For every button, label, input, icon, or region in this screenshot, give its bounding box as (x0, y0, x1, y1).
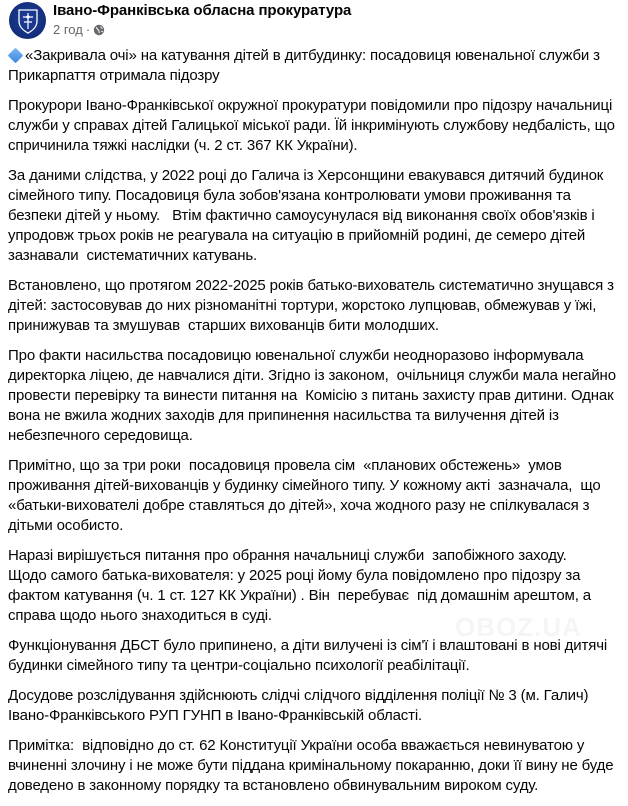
paragraph-3: Встановлено, що протягом 2022-2025 років батько-вихователь систематично знущався з дітей: застосовував до них різноманітні тортури, жорстоко лупцював, обмежував у їжі, принижував та змушував старших вихованців бити молодших. (8, 277, 618, 334)
paragraph-8: Функціонування ДБСТ було припинено, а діти вилучені із сім'ї і влаштовані в нові дитячі будинки сімейного типу та центри-соціально психології реабілітації. (8, 637, 612, 674)
post-meta (53, 22, 105, 37)
globe-icon[interactable] (93, 24, 105, 36)
blue-diamond-icon (8, 48, 24, 64)
page-name-link[interactable]: Івано-Франківська обласна прокуратура (53, 2, 352, 19)
paragraph-2: За даними слідства, у 2022 році до Галича із Херсонщини евакувався дитячий будинок сімейного типу. Посадовиця була зобов'язана контролювати умови проживання та безпеки дітей у ньому. Втім фактично самоусунулася від виконання своїх обов'язків і упродовж трьох років не реагувала на ситуацію в прийомній родині, де семеро дітей зазнавали систематичних катувань. (8, 167, 608, 264)
post-header (0, 0, 628, 40)
paragraph-6: Наразі вирішується питання про обрання начальниці служби запобіжного заходу. (8, 547, 567, 564)
headline-text: «Закривала очі» на катування дітей в дитбудинку: посадовиця ювенальної служби з Прикарпаття отримала підозру (8, 47, 604, 84)
paragraph-4: Про факти насильства посадовицю ювенальної служби неодноразово інформувала директорка ліцею, де навчалися діти. Згідно із законом, очільниця служби мала негайно провести перевірку та винести питання на Комісію з питань захисту прав дитини. Однак вона не вжила жодних заходів для припинення насильства та вилучення дітей із небезпечного середовища. (8, 347, 622, 444)
shield-emblem-icon (17, 8, 39, 34)
paragraph-10: Примітка: відповідно до ст. 62 Конституції України особа вважається невинуватою у вчиненні злочину і не може бути піддана кримінальному покаранню, доки її вину не буде доведено в законному порядку та встановлено обвинувальним вироком суду. (8, 737, 618, 794)
post-body (8, 46, 624, 806)
paragraph-9: Досудове розслідування здійснюють слідчі слідчого відділення поліції № 3 (м. Галич) Івано-Франківського РУП ГУНП в Івано-Франківській області. (8, 687, 593, 724)
post-headline (8, 46, 624, 86)
post-timestamp[interactable]: 2 год (53, 22, 83, 37)
paragraph-1: Прокурори Івано-Франківської окружної прокуратури повідомили про підозру начальниці служби у справах дітей Галицької міської ради. Їй інкримінують службову недбалість, що спричинила тяжкі наслідки (ч. 2 ст. 367 КК України). (8, 97, 619, 154)
meta-separator: · (85, 22, 91, 37)
paragraph-7: Щодо самого батька-вихователя: у 2025 році йому була повідомлено про підозру за фактом катування (ч. 1 ст. 127 КК України) . Він перебуває під домашнім арештом, а справа щодо нього знаходиться в суді. (8, 567, 595, 624)
page-avatar[interactable] (9, 2, 46, 39)
paragraph-5: Примітно, що за три роки посадовиця провела сім «планових обстежень» умов проживання дітей-вихованців у будинку сімейного типу. У кожному акті зазначала, що «батьки-вихователі добре ставляться до дітей», хоча жодного разу не спілкувалася з дітьми особисто. (8, 457, 609, 534)
watermark: OBOZ.UA (455, 612, 582, 642)
